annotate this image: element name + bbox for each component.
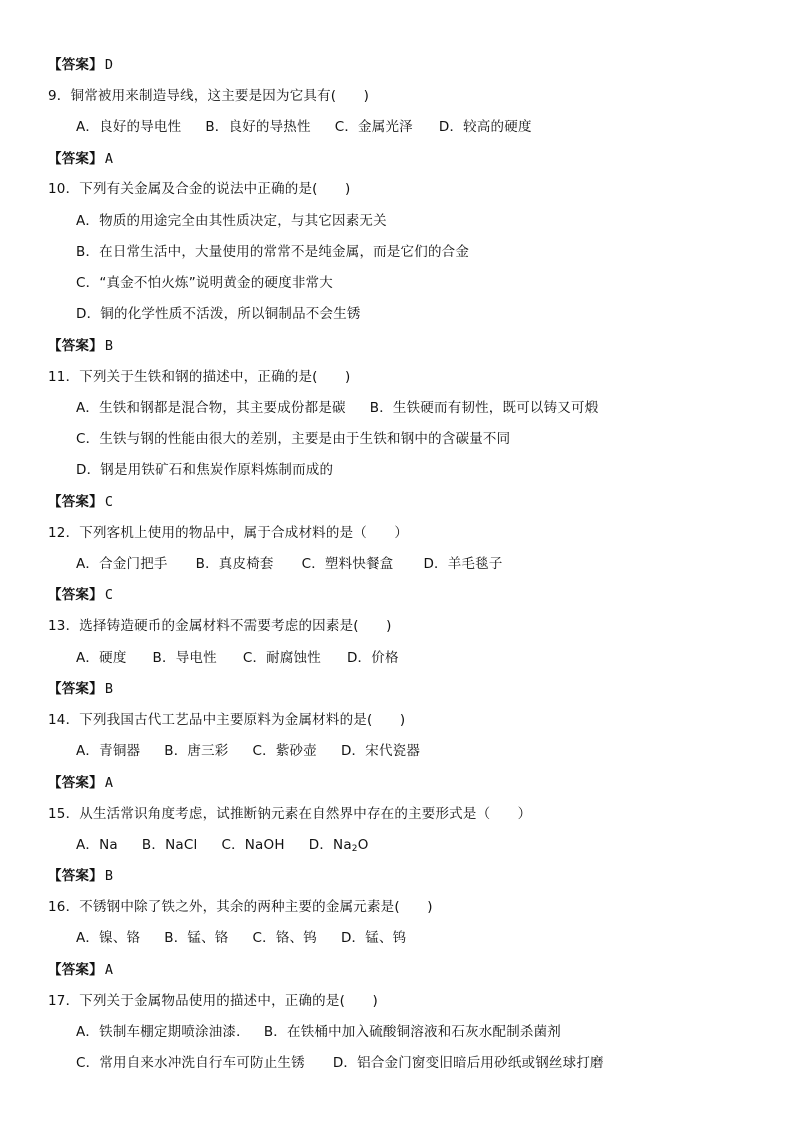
- question-9-options: [76, 118, 532, 136]
- option-c: C．NaOH: [221, 837, 285, 853]
- option-b: B．真皮椅套: [195, 556, 274, 572]
- question-10-option-a: A．物质的用途完全由其性质决定，与其它因素无关: [76, 213, 387, 229]
- question-13-stem: 13．选择铸造硬币的金属材料不需要考虑的因素是( ): [48, 618, 392, 634]
- option-a: A．Na: [76, 837, 118, 853]
- question-14-options: [76, 742, 420, 760]
- question-10-stem: 10．下列有关金属及合金的说法中正确的是( ): [48, 181, 351, 197]
- question-12-stem: 12．下列客机上使用的物品中，属于合成材料的是（ ）: [48, 525, 409, 541]
- option-d: D．宋代瓷器: [340, 743, 421, 759]
- answer-label: 【答案】: [48, 151, 103, 167]
- answer-line: [48, 586, 113, 604]
- option-b: B．生铁硬而有韧性，既可以铸又可煅: [369, 400, 599, 416]
- option-a: A．铁制车棚定期喷涂油漆．: [76, 1024, 250, 1040]
- option-d: D．价格: [346, 650, 399, 666]
- option-d: [309, 837, 369, 853]
- answer-label: 【答案】: [48, 775, 103, 791]
- option-c: C．常用自来水冲洗自行车可防止生锈: [76, 1055, 305, 1071]
- option-b: B．唐三彩: [164, 743, 229, 759]
- answer-value: A: [104, 775, 114, 791]
- option-b: B．在铁桶中加入硫酸铜溶液和石灰水配制杀菌剂: [263, 1024, 562, 1040]
- option-a: A．镍、铬: [76, 930, 141, 946]
- question-10-option-c: C．“真金不怕火炼”说明黄金的硬度非常大: [76, 275, 333, 291]
- answer-value: B: [104, 868, 114, 884]
- option-c: C．紫砂壶: [252, 743, 317, 759]
- answer-label: 【答案】: [48, 868, 103, 884]
- question-13-options: [76, 649, 399, 667]
- option-a: A．青铜器: [76, 743, 141, 759]
- subscript: 2: [351, 844, 358, 854]
- question-17-options-cd: [76, 1054, 604, 1072]
- answer-line: [48, 493, 113, 511]
- question-11-options-ab: [76, 399, 598, 417]
- answer-label: 【答案】: [48, 338, 103, 354]
- answer-label: 【答案】: [48, 494, 103, 510]
- option-b: B．NaCl: [141, 837, 198, 853]
- answer-line: [48, 680, 113, 698]
- question-11-stem: 11．下列关于生铁和钢的描述中，正确的是( ): [48, 369, 351, 385]
- question-9-stem: 9．铜常被用来制造导线，这主要是因为它具有( ): [48, 88, 370, 104]
- answer-label: 【答案】: [48, 962, 103, 978]
- answer-line: [48, 56, 113, 74]
- answer-label: 【答案】: [48, 587, 103, 603]
- option-a: A．硬度: [76, 650, 127, 666]
- question-15-stem: 15．从生活常识角度考虑，试推断钠元素在自然界中存在的主要形式是（ ）: [48, 806, 532, 822]
- option-d-tail: O: [357, 837, 369, 853]
- option-d: D．锰、钨: [340, 930, 407, 946]
- answer-value: C: [104, 587, 114, 603]
- question-15-options: [76, 836, 369, 858]
- answer-line: [48, 774, 113, 792]
- question-10-option-b: B．在日常生活中，大量使用的常常不是纯金属，而是它们的合金: [76, 244, 470, 260]
- option-d: D．羊毛毯子: [423, 556, 503, 572]
- option-c: C．铬、钨: [252, 930, 317, 946]
- answer-value: B: [104, 338, 114, 354]
- question-17-options-ab: [76, 1023, 561, 1041]
- option-b: B．导电性: [152, 650, 217, 666]
- answer-line: [48, 867, 113, 885]
- question-10-option-d: D．铜的化学性质不活泼，所以铜制品不会生锈: [76, 306, 361, 322]
- question-14-stem: 14．下列我国古代工艺品中主要原料为金属材料的是( ): [48, 712, 406, 728]
- answer-line: [48, 337, 113, 355]
- question-16-options: [76, 929, 406, 947]
- option-c: C．耐腐蚀性: [242, 650, 321, 666]
- answer-label: 【答案】: [48, 57, 103, 73]
- answer-value: C: [104, 494, 114, 510]
- question-11-option-d: D．钢是用铁矿石和焦炭作原料炼制而成的: [76, 462, 334, 478]
- option-b: B．良好的导热性: [205, 119, 311, 135]
- answer-value: A: [104, 962, 114, 978]
- option-a: A．良好的导电性: [76, 119, 182, 135]
- answer-label: 【答案】: [48, 681, 103, 697]
- option-a: A．生铁和钢都是混合物，其主要成份都是碳: [76, 400, 346, 416]
- question-12-options: [76, 555, 503, 573]
- answer-value: A: [104, 151, 114, 167]
- answer-value: B: [104, 681, 114, 697]
- option-d-text: D．Na: [308, 837, 352, 853]
- answer-value: D: [104, 57, 114, 73]
- option-d: D．较高的硬度: [438, 119, 532, 135]
- option-c: C．金属光泽: [334, 119, 413, 135]
- option-b: B．锰、铬: [164, 930, 229, 946]
- option-c: C．塑料快餐盒: [301, 556, 394, 572]
- question-16-stem: 16．不锈钢中除了铁之外，其余的两种主要的金属元素是( ): [48, 899, 433, 915]
- answer-line: [48, 150, 113, 168]
- question-11-option-c: C．生铁与钢的性能由很大的差别，主要是由于生铁和钢中的含碳量不同: [76, 431, 511, 447]
- option-a: A．合金门把手: [76, 556, 168, 572]
- question-17-stem: 17．下列关于金属物品使用的描述中，正确的是( ): [48, 993, 378, 1009]
- answer-line: [48, 961, 113, 979]
- option-d: D．铝合金门窗变旧暗后用砂纸或钢丝球打磨: [332, 1055, 604, 1071]
